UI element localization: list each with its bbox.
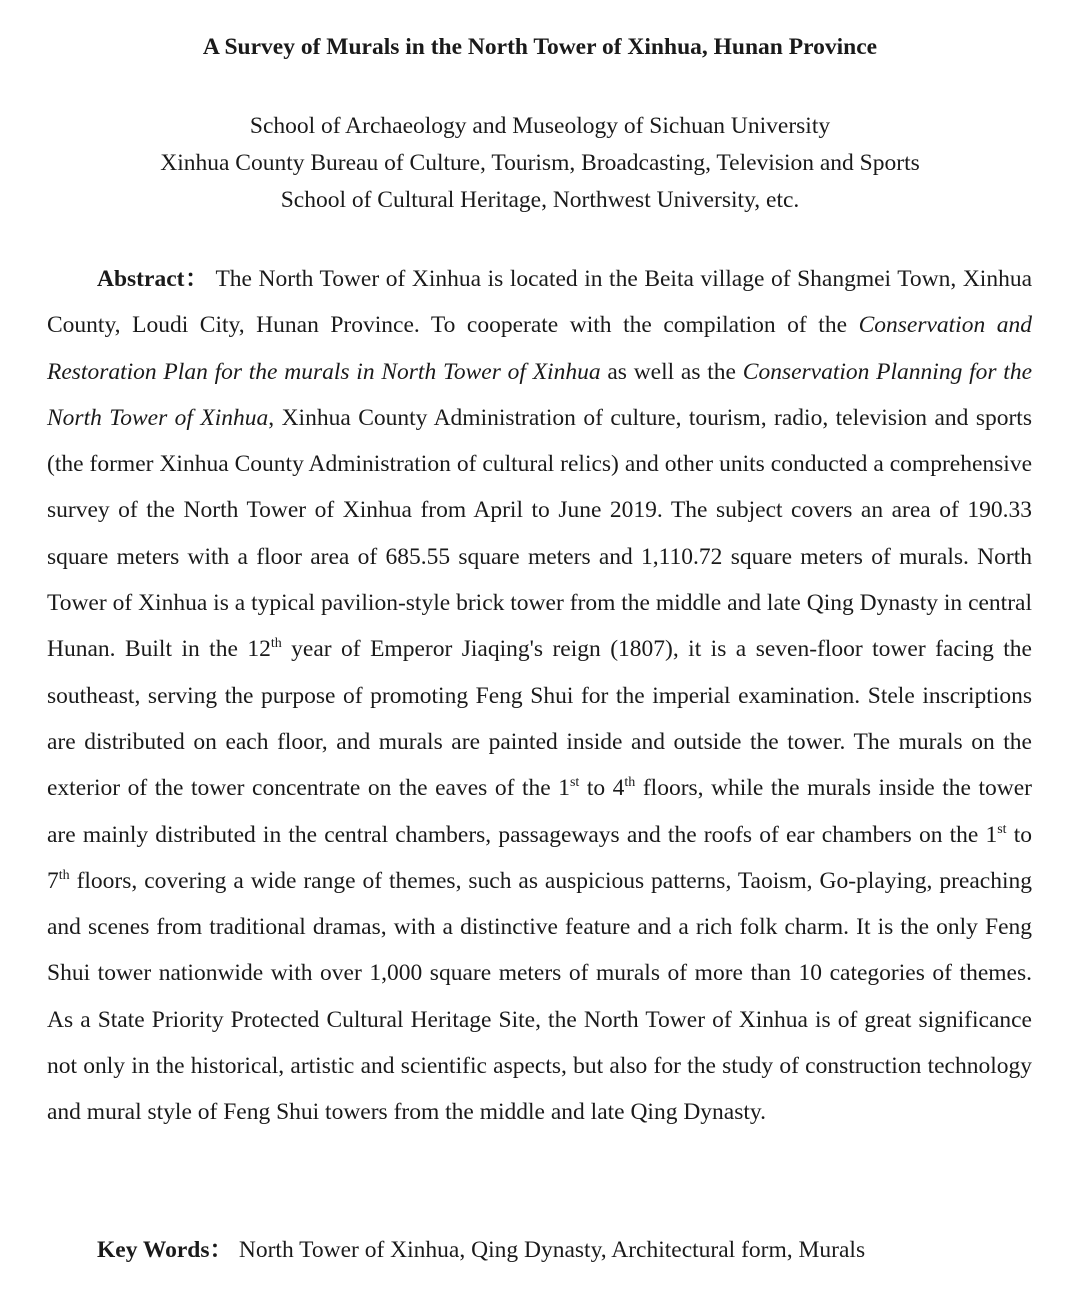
abstract-italic-title: Conservation and Restoration Plan for the murals in North Tower of Xinhua (47, 312, 1032, 385)
abstract-text: year of Emperor Jiaqing's reign (1807), it is a seven-floor tower facing the southeast, serving the purpose of promoting Feng Shui for the imperial examination. Stele inscriptions are distributed on each floor, and murals are painted inside and outside the tower. The murals on the exterior of the tower concentrate on the eaves of the 1 (47, 636, 1032, 802)
affiliation-xinhua-bureau: Xinhua County Bureau of Culture, Tourism, Broadcasting, Television and Sports (160, 150, 920, 176)
abstract-italic-title: Conservation Planning for the North Tower of Xinhua (47, 358, 1032, 431)
affiliation-sichuan: School of Archaeology and Museology of Sichuan University (249, 113, 831, 139)
abstract-text: to 4 (579, 775, 625, 802)
abstract-text: as well as the (600, 358, 743, 385)
abstract-text: The North Tower of Xinhua is located in the Beita village of Shangmei Town, Xinhua County, Loudi City, Hunan Province. To cooperate with the compilation of the (47, 266, 1033, 339)
ordinal-suffix: th (270, 636, 282, 652)
keywords-label: Key Words： (97, 1237, 234, 1263)
abstract-text: floors, while the murals inside the tower are mainly distributed in the central chambers, passageways and the roofs of ear chambers on the 1 (47, 775, 1032, 848)
abstract-text: to 7 (47, 821, 1032, 894)
abstract-paragraph (47, 256, 1032, 1136)
ordinal-suffix: st (997, 821, 1007, 837)
abstract-text: floors, covering a wide range of themes, such as auspicious patterns, Taoism, Go-playing, preaching and scenes from traditional dramas, with a distinctive feature and a rich folk charm. It is the only Feng Shui tower nationwide with over 1,000 square meters of murals of more than 10 categories of themes. As a State Priority Protected Cultural Heritage Site, the North Tower of Xinhua is of great significance not only in the historical, artistic and scientific aspects, but also for the study of construction technology and mural style of Feng Shui towers from the middle and late Qing Dynasty. (47, 867, 1032, 1126)
paper-title: A Survey of Murals in the North Tower of Xinhua, Hunan Province (202, 34, 878, 60)
affiliations-block (0, 108, 1080, 219)
ordinal-suffix: th (58, 867, 70, 883)
abstract-label: Abstract： (97, 266, 210, 292)
affiliation-northwest: School of Cultural Heritage, Northwest University, etc. (280, 187, 800, 213)
keywords-line (97, 1230, 865, 1270)
abstract-text: , Xinhua County Administration of culture, tourism, radio, television and sports (the former Xinhua County Administration of cultural relics) and other units conducted a comprehensive survey of the North Tower of Xinhua from April to June 2019. The subject covers an area of 190.33 square meters with a floor area of 685.55 square meters and 1,110.72 square meters of murals. North Tower of Xinhua is a typical pavilion-style brick tower from the middle and late Qing Dynasty in central Hunan. Built in the 12 (47, 404, 1032, 663)
ordinal-suffix: st (569, 775, 580, 791)
abstract-body (47, 266, 1032, 1125)
ordinal-suffix: th (624, 775, 636, 791)
keywords-text: North Tower of Xinhua, Qing Dynasty, Architectural form, Murals (238, 1237, 866, 1263)
